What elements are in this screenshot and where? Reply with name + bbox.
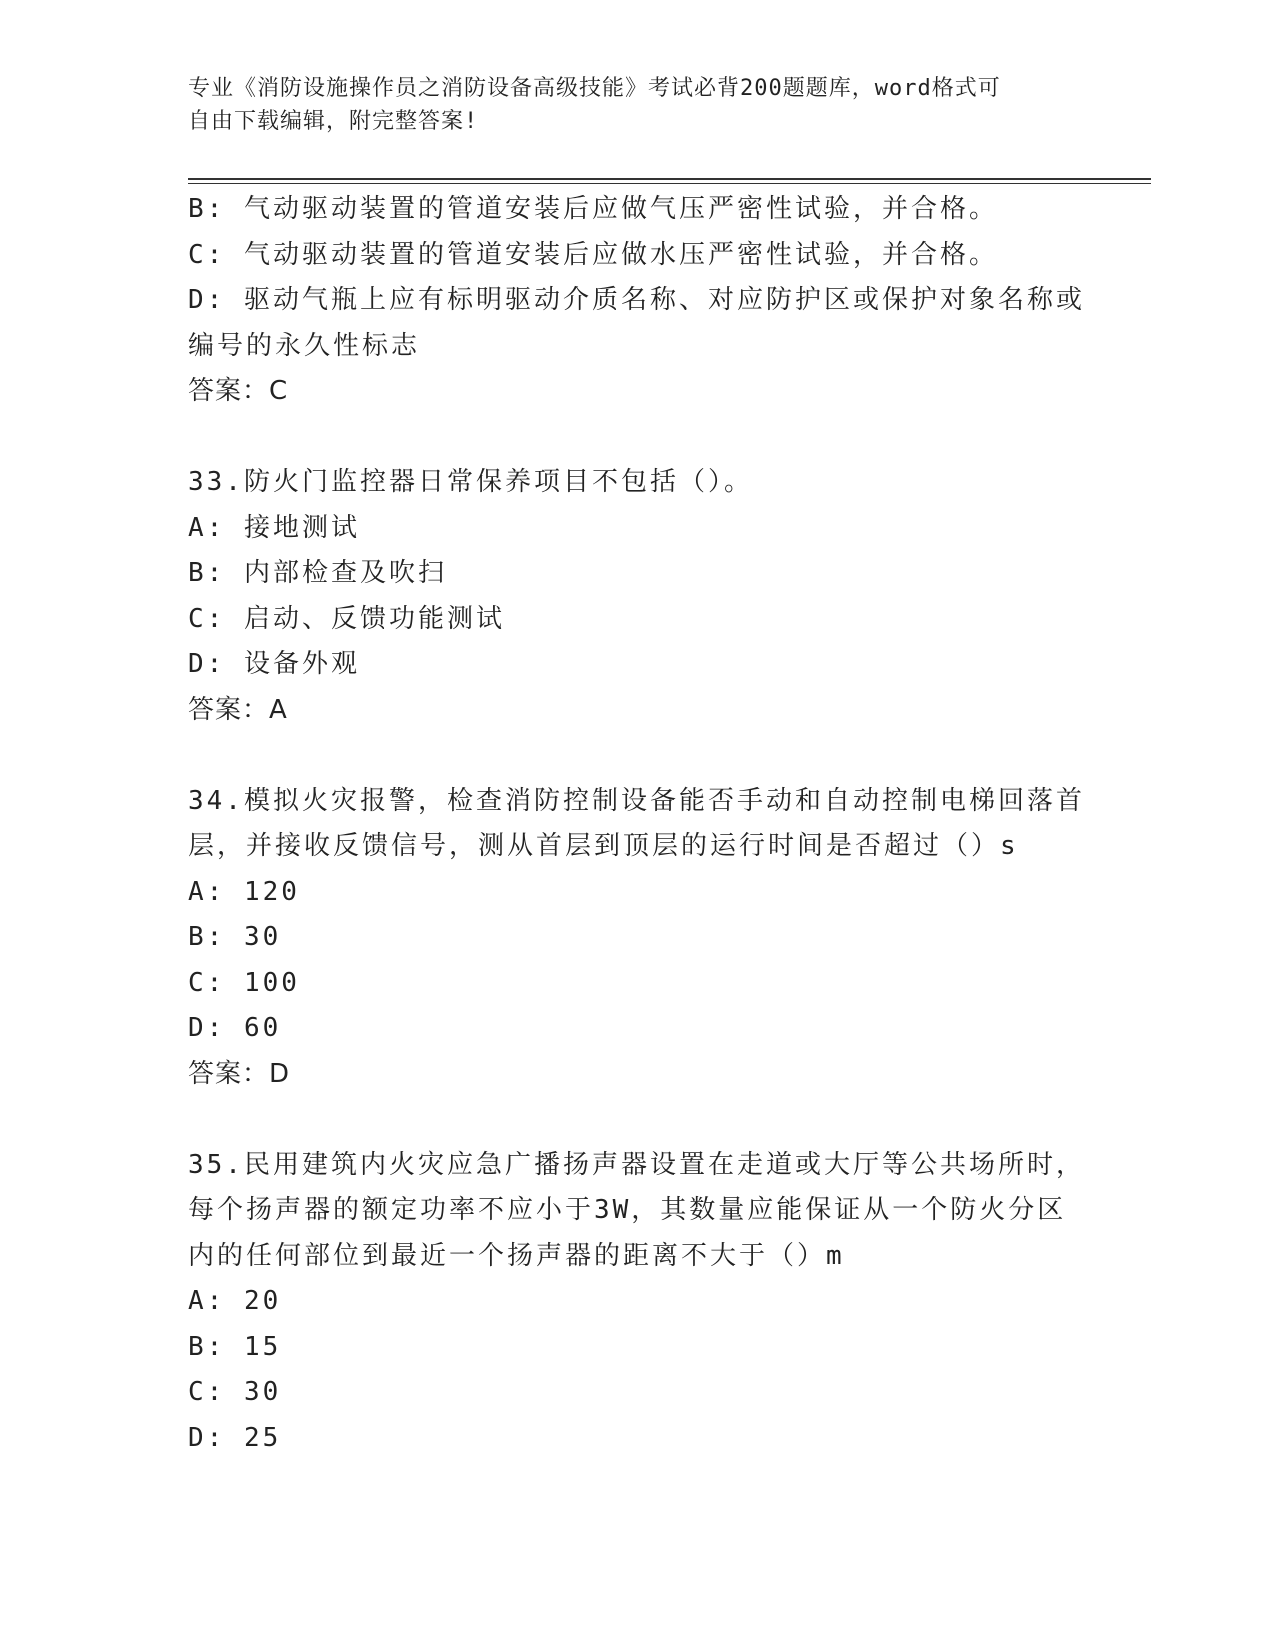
option-b: B: 内部检查及吹扫 xyxy=(188,558,447,588)
option-d: D: 25 xyxy=(188,1422,282,1453)
answer: 答案：C xyxy=(188,376,289,406)
question-text-line-1: 34.模拟火灾报警，检查消防控制设备能否手动和自动控制电梯回落首 xyxy=(188,785,1085,816)
spacer xyxy=(188,1097,1088,1143)
option-a: A: 接地测试 xyxy=(188,512,360,543)
answer: 答案：A xyxy=(188,694,288,725)
spacer xyxy=(188,733,1088,779)
option-b: B: 15 xyxy=(188,1331,282,1362)
option-c: C: 启动、反馈功能测试 xyxy=(188,603,505,634)
option-a: A: 120 xyxy=(188,876,300,907)
option-a: A: 20 xyxy=(188,1286,282,1316)
header-title-line-2: 自由下载编辑，附完整答案! xyxy=(188,109,479,134)
option-b: B: 气动驱动装置的管道安装后应做气压严密性试验，并合格。 xyxy=(188,194,998,224)
document-body xyxy=(188,187,1088,1461)
header-divider-thick xyxy=(188,178,1151,180)
question-32-tail xyxy=(188,187,1088,415)
question-text: 33.防火门监控器日常保养项目不包括（）。 xyxy=(188,467,753,497)
spacer xyxy=(188,415,1088,461)
question-text-line-1: 35.民用建筑内火灾应急广播扬声器设置在走道或大厅等公共场所时， xyxy=(188,1149,1085,1180)
question-34 xyxy=(188,779,1088,1098)
header-divider-thin xyxy=(188,183,1151,184)
option-d: D: 60 xyxy=(188,1013,282,1043)
question-text-line-3: 内的任何部位到最近一个扬声器的距离不大于（）m xyxy=(188,1240,845,1271)
question-text-line-2: 层，并接收反馈信号，测从首层到顶层的运行时间是否超过（）s xyxy=(188,831,1019,861)
question-35 xyxy=(188,1143,1088,1462)
option-d: D: 设备外观 xyxy=(188,649,360,679)
option-d-line-1: D: 驱动气瓶上应有标明驱动介质名称、对应防护区或保护对象名称或 xyxy=(188,285,1085,315)
document-header xyxy=(188,72,1068,138)
question-text-line-2: 每个扬声器的额定功率不应小于3W，其数量应能保证从一个防火分区 xyxy=(188,1195,1067,1225)
answer: 答案：D xyxy=(188,1058,291,1089)
option-d-line-2: 编号的永久性标志 xyxy=(188,330,421,361)
header-title-line-1: 专业《消防设施操作员之消防设备高级技能》考试必背200题题库，word格式可 xyxy=(188,76,1001,101)
question-33 xyxy=(188,460,1088,733)
option-b: B: 30 xyxy=(188,922,282,952)
option-c: C: 30 xyxy=(188,1377,282,1407)
option-c: C: 气动驱动装置的管道安装后应做水压严密性试验，并合格。 xyxy=(188,239,998,270)
option-c: C: 100 xyxy=(188,967,300,998)
